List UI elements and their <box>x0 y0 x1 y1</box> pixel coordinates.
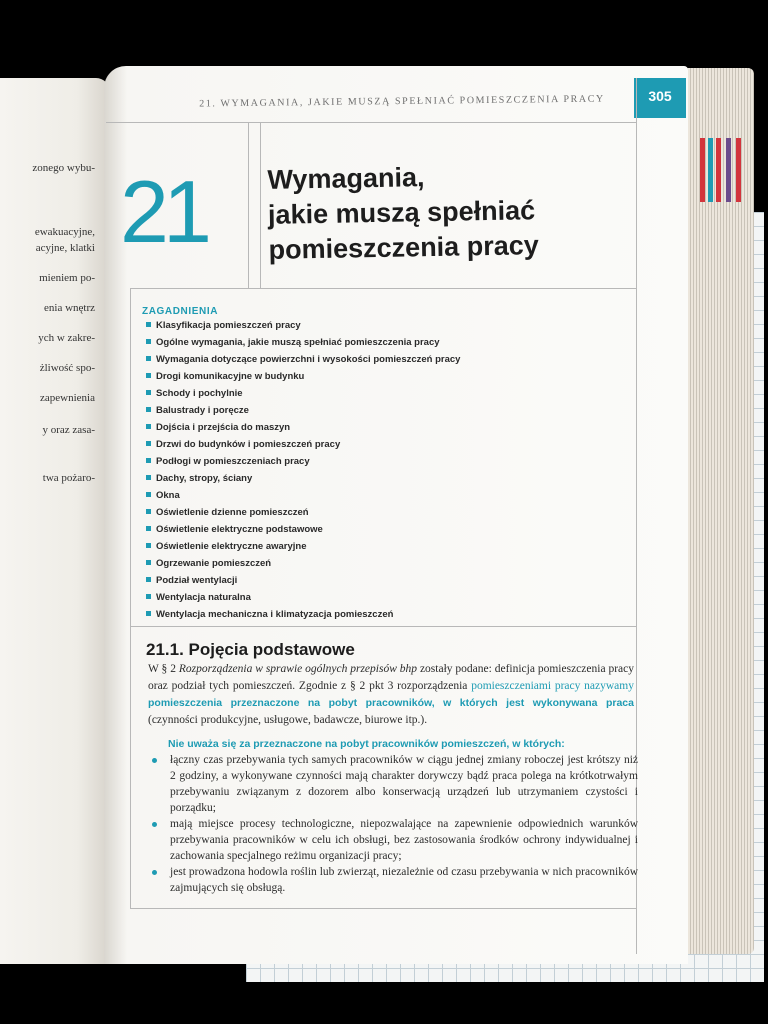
chapter-number: 21 <box>120 162 206 261</box>
bullet-square-icon <box>146 373 151 378</box>
bullet-square-icon <box>146 560 151 565</box>
chapter-title-line: jakie muszą spełniać <box>267 195 536 230</box>
divider <box>248 122 249 288</box>
issue-item: Dojścia i przejścia do maszyn <box>146 422 606 439</box>
divider <box>130 626 131 908</box>
issues-heading: ZAGADNIENIA <box>142 306 219 317</box>
issue-item: Drogi komunikacyjne w budynku <box>146 371 606 388</box>
bullet-square-icon <box>146 424 151 429</box>
issue-item: Wymagania dotyczące powierzchni i wysokości pomieszczeń pracy <box>146 354 606 371</box>
left-page-line: zonego wybu- <box>32 162 95 174</box>
left-page-line: mieniem po- <box>39 272 95 284</box>
bullet-square-icon <box>146 611 151 616</box>
index-tab-teal <box>708 138 713 202</box>
issue-item: Wentylacja mechaniczna i klimatyzacja pomieszczeń <box>146 609 606 626</box>
left-page-line: twa pożaro- <box>42 472 95 484</box>
chapter-title-line: Wymagania, <box>267 162 425 195</box>
bullet-square-icon <box>146 526 151 531</box>
index-tab-red-2 <box>716 138 721 202</box>
chapter-title <box>267 157 599 268</box>
section-title: 21.1. Pojęcia podstawowe <box>146 640 355 659</box>
chapter-title-line: pomieszczenia pracy <box>268 230 539 265</box>
exclusions-heading: Nie uważa się za przeznaczone na pobyt pracowników pomieszczeń, w których: <box>168 738 565 750</box>
exclusion-item: mają miejsce procesy technologiczne, niepozwalające na zapewnienie odpowiednich warunków przebywania pracowników w celu ich obsługi, bez zastosowania środków ochrony indywidualnej i zachowania specjalnego reżimu organizacji pracy; <box>150 816 638 864</box>
left-page-line: ych w zakre- <box>38 332 95 344</box>
index-tab-red-3 <box>736 138 741 202</box>
bullet-square-icon <box>146 594 151 599</box>
issue-item: Balustrady i poręcze <box>146 405 606 422</box>
running-head: 21. WYMAGANIA, JAKIE MUSZĄ SPEŁNIAĆ POMIESZCZENIA PRACY <box>199 93 605 110</box>
left-page <box>0 78 110 964</box>
issue-item: Podłogi w pomieszczeniach pracy <box>146 456 606 473</box>
divider <box>130 288 131 626</box>
left-page-line: y oraz zasa- <box>42 424 95 436</box>
left-page-line: ewakuacyjne, <box>34 226 95 238</box>
page-number: 305 <box>634 78 686 118</box>
divider <box>130 626 636 627</box>
issue-item: Okna <box>146 490 606 507</box>
issue-item: Oświetlenie elektryczne podstawowe <box>146 524 606 541</box>
bullet-square-icon <box>146 441 151 446</box>
bullet-dot-icon <box>152 870 157 875</box>
index-tab-red <box>700 138 705 202</box>
issue-item: Wentylacja naturalna <box>146 592 606 609</box>
left-page-line: acyjne, klatki <box>35 242 95 254</box>
exclusions-list <box>150 752 638 896</box>
issue-item: Klasyfikacja pomieszczeń pracy <box>146 320 606 337</box>
divider <box>130 908 636 909</box>
bullet-dot-icon <box>152 758 157 763</box>
issue-item: Schody i pochylnie <box>146 388 606 405</box>
issue-item: Ogólne wymagania, jakie muszą spełniać pomieszczenia pracy <box>146 337 606 354</box>
exclusion-item: łączny czas przebywania tych samych pracowników w ciągu jednej zmiany roboczej jest krótszy niż 2 godziny, a wykonywane czynności mają charakter dorywczy bądź praca polega na krótkotrwałym przebywaniu związanym z dozorem albo konserwacją urządzeń lub utrzymaniem czystości i porządku; <box>150 752 638 816</box>
divider <box>130 288 636 289</box>
bullet-square-icon <box>146 475 151 480</box>
bullet-square-icon <box>146 509 151 514</box>
issue-item: Oświetlenie elektryczne awaryjne <box>146 541 606 558</box>
bullet-square-icon <box>146 407 151 412</box>
divider <box>260 122 261 288</box>
issues-list <box>146 320 606 626</box>
left-page-line: żliwość spo- <box>39 362 95 374</box>
issue-item: Dachy, stropy, ściany <box>146 473 606 490</box>
bullet-square-icon <box>146 543 151 548</box>
index-tab-purple <box>726 138 731 202</box>
intro-paragraph: W § 2 Rozporządzenia w sprawie ogólnych przepisów bhp zostały podane: definicja pomieszczenia pracy oraz podział tych pomieszczeń. Zgodnie z § 2 pkt 3 rozporządzenia pomieszczeniami pracy nazywamy pomieszczenia przeznaczone na pobyt pracowników, w których jest wykonywana praca (czynności produkcyjne, usługowe, badawcze, biurowe itp.). <box>148 663 634 726</box>
bullet-square-icon <box>146 390 151 395</box>
bullet-square-icon <box>146 339 151 344</box>
bullet-square-icon <box>146 458 151 463</box>
divider <box>106 122 636 123</box>
issue-item: Drzwi do budynków i pomieszczeń pracy <box>146 439 606 456</box>
bullet-square-icon <box>146 356 151 361</box>
bullet-square-icon <box>146 322 151 327</box>
bullet-square-icon <box>146 577 151 582</box>
issue-item: Oświetlenie dzienne pomieszczeń <box>146 507 606 524</box>
exclusion-item: jest prowadzona hodowla roślin lub zwierząt, niezależnie od czasu przebywania w nich pracowników zajmujących się obsługą. <box>150 864 638 896</box>
bullet-square-icon <box>146 492 151 497</box>
bullet-dot-icon <box>152 822 157 827</box>
issue-item: Podział wentylacji <box>146 575 606 592</box>
left-page-line: enia wnętrz <box>44 302 95 314</box>
issue-item: Ogrzewanie pomieszczeń <box>146 558 606 575</box>
left-page-line: zapewnienia <box>40 392 95 404</box>
